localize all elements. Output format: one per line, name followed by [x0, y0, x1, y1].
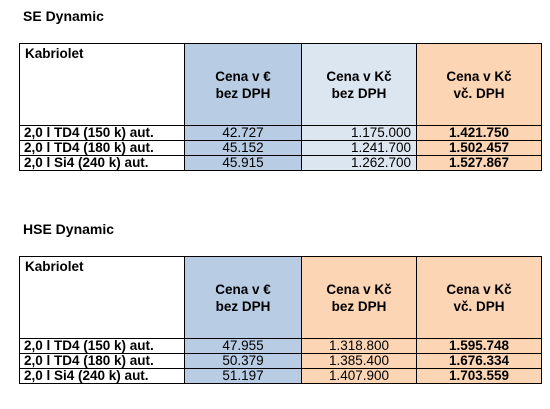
price-table-se [19, 43, 542, 171]
price-table-hse [19, 256, 542, 384]
header-eur: Cena v € bez DPH [185, 257, 302, 339]
section-title-hse: HSE Dynamic [23, 221, 115, 237]
table-header-row [20, 257, 542, 339]
model-name: 2,0 l TD4 (180 k) aut. [20, 354, 185, 369]
model-name: 2,0 l TD4 (150 k) aut. [20, 339, 185, 354]
model-name: 2,0 l TD4 (180 k) aut. [20, 141, 185, 156]
price-eur: 51.197 [185, 369, 302, 384]
price-czk-vat: 1.527.867 [417, 156, 542, 171]
price-czk: 1.407.900 [302, 369, 417, 384]
price-eur: 45.915 [185, 156, 302, 171]
price-czk-vat: 1.595.748 [417, 339, 542, 354]
header-czk: Cena v Kč bez DPH [302, 44, 417, 126]
section-title-se: SE Dynamic [23, 8, 104, 24]
price-eur: 42.727 [185, 126, 302, 141]
table-row [20, 141, 542, 156]
header-czk: Cena v Kč bez DPH [302, 257, 417, 339]
price-czk-vat: 1.421.750 [417, 126, 542, 141]
price-eur: 45.152 [185, 141, 302, 156]
table-row [20, 369, 542, 384]
corner-label: Kabriolet [20, 257, 185, 339]
model-name: 2,0 l TD4 (150 k) aut. [20, 126, 185, 141]
header-czk-vat: Cena v Kč vč. DPH [417, 257, 542, 339]
table-row [20, 126, 542, 141]
corner-label: Kabriolet [20, 44, 185, 126]
table-header-row [20, 44, 542, 126]
price-eur: 50.379 [185, 354, 302, 369]
price-czk: 1.241.700 [302, 141, 417, 156]
price-czk: 1.318.800 [302, 339, 417, 354]
price-czk: 1.175.000 [302, 126, 417, 141]
price-czk: 1.262.700 [302, 156, 417, 171]
table-row [20, 156, 542, 171]
table-row [20, 339, 542, 354]
table-row [20, 354, 542, 369]
model-name: 2,0 l Si4 (240 k) aut. [20, 156, 185, 171]
price-czk-vat: 1.502.457 [417, 141, 542, 156]
price-czk-vat: 1.676.334 [417, 354, 542, 369]
header-czk-vat: Cena v Kč vč. DPH [417, 44, 542, 126]
price-eur: 47.955 [185, 339, 302, 354]
model-name: 2,0 l Si4 (240 k) aut. [20, 369, 185, 384]
price-czk: 1.385.400 [302, 354, 417, 369]
price-czk-vat: 1.703.559 [417, 369, 542, 384]
header-eur: Cena v € bez DPH [185, 44, 302, 126]
